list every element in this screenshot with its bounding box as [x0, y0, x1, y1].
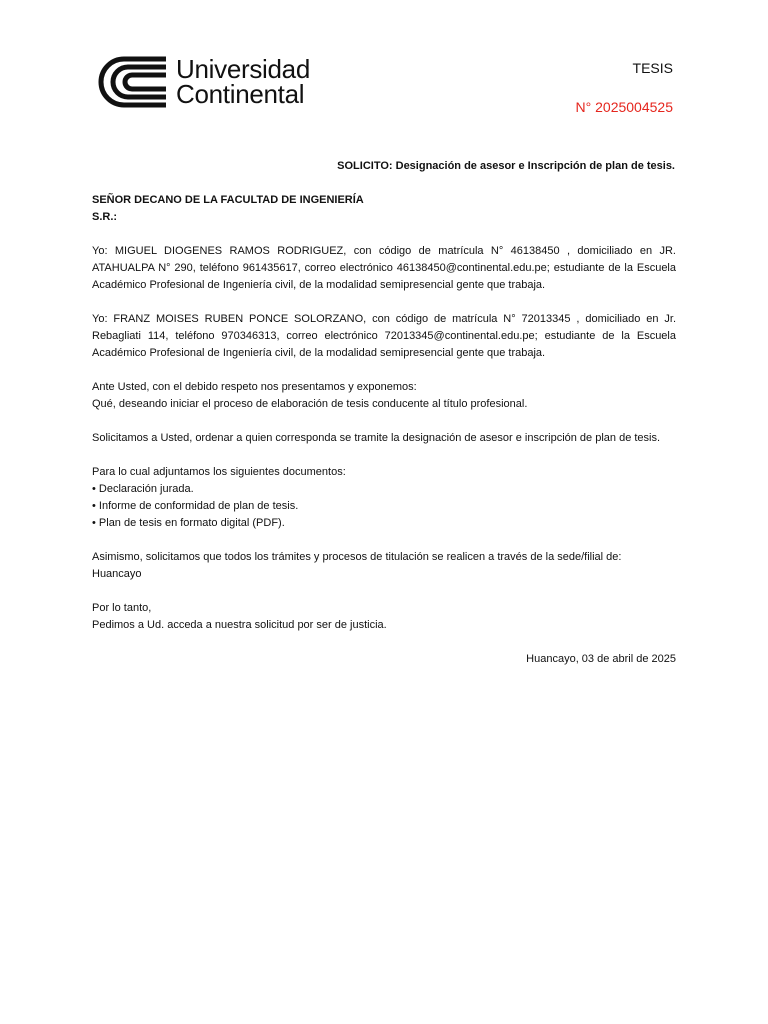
- documents-heading: Para lo cual adjuntamos los siguientes documentos:: [92, 466, 346, 478]
- document-type: TESIS: [632, 60, 673, 76]
- university-logo: [98, 56, 310, 108]
- recipient-line-1: SEÑOR DECANO DE LA FACULTAD DE INGENIERÍA: [92, 194, 364, 206]
- document-number: N° 2025004525: [575, 99, 673, 115]
- recipient-line-2: S.R.:: [92, 211, 118, 223]
- logo-line-2: Continental: [176, 79, 305, 109]
- letter-body: [92, 192, 676, 668]
- intro-line-2: Qué, deseando iniciar el proceso de elaboración de tesis conducente al título profesional.: [92, 398, 528, 410]
- logo-line-1: Universidad: [176, 54, 310, 84]
- request-paragraph: Solicitamos a Usted, ordenar a quien corresponda se tramite la designación de asesor e inscripción de plan de tesis.: [92, 432, 661, 444]
- document-item: • Declaración jurada.: [92, 483, 194, 495]
- document-item: • Plan de tesis en formato digital (PDF).: [92, 517, 285, 529]
- document-item: • Informe de conformidad de plan de tesis.: [92, 500, 299, 512]
- request-subject: SOLICITO: Designación de asesor e Inscripción de plan de tesis.: [337, 160, 675, 172]
- sede-line-1: Asimismo, solicitamos que todos los trámites y procesos de titulación se realicen a través de la sede/filial de:: [92, 551, 622, 563]
- university-logo-icon: [98, 56, 168, 108]
- student-1-paragraph: Yo: MIGUEL DIOGENES RAMOS RODRIGUEZ, con código de matrícula N° 46138450 , domiciliado en JR. ATAHUALPA N° 290, teléfono 961435617, correo electrónico 46138450@continental.edu.pe; estudiante de la Escuela Académico Profesional de Ingeniería civil, de la modalidad semipresencial gente que trabaja.: [92, 245, 676, 291]
- intro-line-1: Ante Usted, con el debido respeto nos presentamos y exponemos:: [92, 381, 417, 393]
- closing-line-2: Pedimos a Ud. acceda a nuestra solicitud por ser de justicia.: [92, 619, 387, 631]
- logo-wordmark: [176, 54, 310, 109]
- closing-line-1: Por lo tanto,: [92, 602, 152, 614]
- student-2-paragraph: Yo: FRANZ MOISES RUBEN PONCE SOLORZANO, con código de matrícula N° 72013345 , domiciliado en Jr. Rebagliati 114, teléfono 970346313, correo electrónico 72013345@continental.edu.pe; estudiante de la Escuela Académico Profesional de Ingeniería civil, de la modalidad semipresencial gente que trabaja.: [92, 313, 676, 359]
- sede-line-2: Huancayo: [92, 568, 142, 580]
- letter-date: Huancayo, 03 de abril de 2025: [526, 653, 676, 665]
